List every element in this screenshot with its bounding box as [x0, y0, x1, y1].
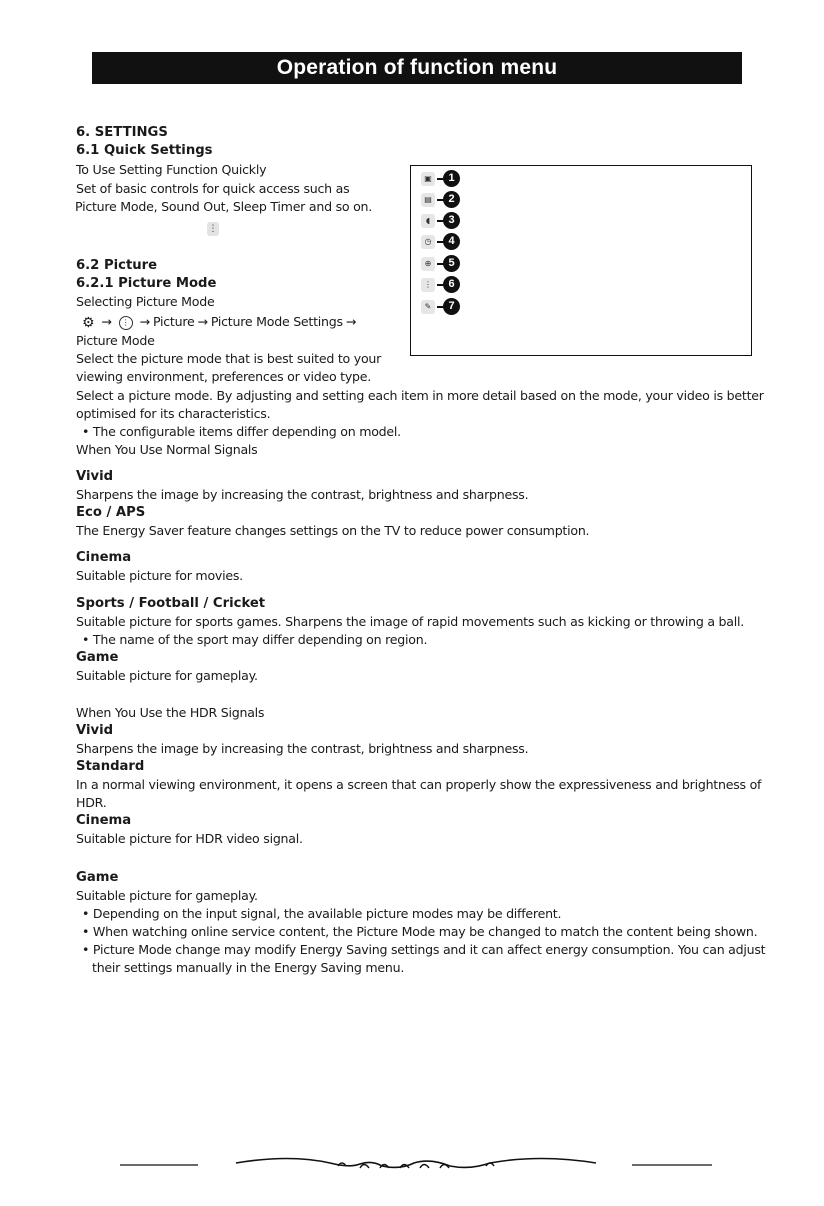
- text-line: Suitable picture for HDR video signal.: [76, 831, 303, 846]
- text-line: When You Use Normal Signals: [76, 442, 258, 457]
- quick-menu-item: [421, 212, 481, 230]
- text-line: HDR.: [76, 795, 107, 810]
- text-line: viewing environment, preferences or video type.: [76, 369, 372, 384]
- text-line: Set of basic controls for quick access such as: [76, 181, 350, 196]
- text-line: Suitable picture for gameplay.: [76, 668, 258, 683]
- bullet-note: • The configurable items differ depending on model.: [82, 424, 401, 439]
- arrow-icon: →: [345, 314, 357, 329]
- hdr-mode-title-vivid: Vivid: [76, 723, 114, 738]
- gear-icon: ⚙: [82, 314, 95, 331]
- bullet-note-continued: their settings manually in the Energy Saving menu.: [92, 960, 405, 975]
- section-title-picture-mode: 6.2.1 Picture Mode: [76, 276, 217, 291]
- text-line: The Energy Saver feature changes settings on the TV to reduce power consumption.: [76, 523, 590, 538]
- section-title-picture: 6.2 Picture: [76, 258, 158, 273]
- text-line: In a normal viewing environment, it opens a screen that can properly show the expressiveness and brightness of: [76, 777, 762, 792]
- quick-menu-item: [421, 276, 481, 294]
- text-line: Suitable picture for sports games. Sharpens the image of rapid movements such as kicking or throwing a ball.: [76, 614, 745, 629]
- text-line: To Use Setting Function Quickly: [76, 162, 267, 177]
- mode-title-cinema: Cinema: [76, 550, 132, 565]
- text-line: Suitable picture for gameplay.: [76, 888, 258, 903]
- hdr-mode-title-game: Game: [76, 870, 119, 885]
- text-line: Select a picture mode. By adjusting and setting each item in more detail based on the mode, your video is better: [76, 388, 764, 403]
- callout-number: 4: [443, 233, 460, 250]
- arrow-icon: →: [197, 314, 208, 329]
- text-line: Sharpens the image by increasing the contrast, brightness and sharpness.: [76, 487, 529, 502]
- bullet-note: • When watching online service content, the Picture Mode may be changed to match the content being shown.: [82, 924, 758, 939]
- footer-ornament: [0, 1150, 824, 1180]
- section-title-settings: 6. SETTINGS: [76, 125, 168, 140]
- path-picture-mode-settings: Picture Mode Settings: [210, 314, 343, 329]
- arrow-icon: →: [139, 314, 150, 329]
- arrow-icon: →: [101, 314, 112, 329]
- callout-number: 1: [443, 170, 460, 187]
- quick-menu-item: [421, 255, 481, 273]
- mode-title-eco: Eco / APS: [76, 505, 146, 520]
- quick-menu-item: [421, 170, 481, 188]
- hdr-mode-title-standard: Standard: [76, 759, 145, 774]
- sound-icon: ◖: [421, 214, 435, 228]
- path-picture: Picture: [152, 314, 195, 329]
- mode-title-sports: Sports / Football / Cricket: [76, 596, 266, 611]
- quick-settings-menu-illustration: [410, 165, 752, 356]
- quick-menu-item: [421, 191, 481, 209]
- picture-icon: ▣: [421, 172, 435, 186]
- quick-menu-item: [421, 298, 481, 316]
- page-banner: Operation of function menu: [92, 52, 742, 84]
- quick-menu-item: [421, 233, 481, 251]
- text-line: Select the picture mode that is best suited to your: [76, 351, 382, 366]
- callout-number: 2: [443, 191, 460, 208]
- callout-number: 6: [443, 276, 460, 293]
- text-line: When You Use the HDR Signals: [76, 705, 265, 720]
- more-options-icon: ⋮: [119, 316, 133, 330]
- text-line: Picture Mode: [76, 333, 155, 348]
- bullet-note: • The name of the sport may differ depending on region.: [82, 632, 428, 647]
- menu-path: [76, 313, 359, 332]
- callout-number: 5: [443, 255, 460, 272]
- timer-icon: ◷: [421, 235, 435, 249]
- edit-icon: ✎: [421, 300, 435, 314]
- bullet-note: • Depending on the input signal, the available picture modes may be different.: [82, 906, 562, 921]
- callout-number: 3: [443, 212, 460, 229]
- hdr-mode-title-cinema: Cinema: [76, 813, 132, 828]
- more-icon: ⋮: [208, 224, 218, 234]
- text-line: Picture Mode, Sound Out, Sleep Timer and so on.: [75, 199, 373, 214]
- mode-title-vivid: Vivid: [76, 469, 114, 484]
- more-icon: ⋮: [421, 278, 435, 292]
- subtitle-icon: ▤: [421, 193, 435, 207]
- callout-number: 7: [443, 298, 460, 315]
- section-title-quick-settings: 6.1 Quick Settings: [76, 143, 213, 158]
- text-line: Sharpens the image by increasing the contrast, brightness and sharpness.: [76, 741, 529, 756]
- mode-title-game: Game: [76, 650, 119, 665]
- text-line: optimised for its characteristics.: [76, 406, 271, 421]
- network-icon: ⊕: [421, 257, 435, 271]
- text-line: Suitable picture for movies.: [76, 568, 243, 583]
- bullet-note: • Picture Mode change may modify Energy Saving settings and it can affect energy consumption. You can adjust: [82, 942, 766, 957]
- text-line: Selecting Picture Mode: [76, 294, 215, 309]
